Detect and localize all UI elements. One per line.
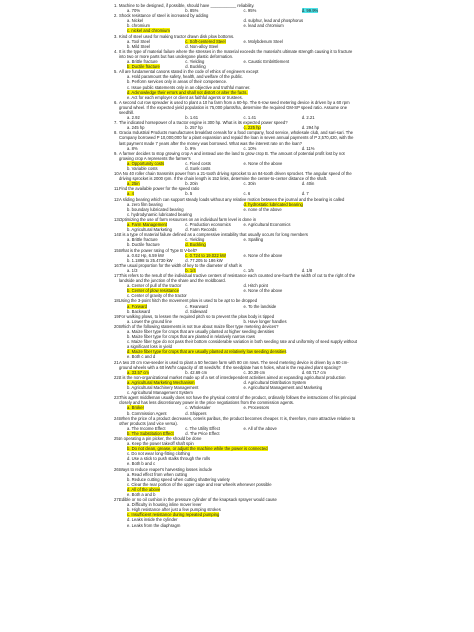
answer-option: b. 1.61 (185, 115, 199, 121)
answer-option: c. 6 (243, 191, 251, 197)
question-text: All are fundamental canons stated in the code of ethics of engineers except (119, 69, 259, 75)
answer-option: d. 40in (301, 181, 315, 187)
answer-option: d. 294 hp (301, 125, 320, 131)
answer-option: b. chromium (127, 23, 151, 29)
highlighted-answer-option: a. Broker (127, 405, 144, 411)
answer-option: b. Have longer handles (243, 318, 287, 324)
highlighted-answer-option: a. Farm Management (127, 222, 168, 228)
answer-option: c. Center of gravity of the tractor (127, 293, 187, 299)
highlighted-answer-option: a. Agricultural Marketing Mechanism (127, 379, 195, 385)
answer-option: a. Maize fiber type for crops that are usually planted at higher seeding densities (127, 329, 275, 334)
answer-option: c. The Utility Effect (185, 425, 221, 431)
answer-options (119, 202, 360, 217)
answer-option: d. sulphur, lead and phosphorus (243, 18, 304, 24)
answer-option: d. 11% (301, 145, 315, 151)
answer-options (119, 405, 360, 415)
question-text: When the price of a product decreases, ceteris paribus, the product becomes cheaper. It is, therefore, more attractive relative to other products (and vice versa). (119, 415, 356, 426)
answer-option: b. 85% (185, 8, 199, 14)
answer-option: e. All of the above (243, 425, 277, 431)
answer-option: b. Variable costs (127, 166, 158, 171)
question-number: 26. (114, 466, 120, 472)
answer-option: d. Shippers (185, 410, 207, 416)
answer-options (119, 237, 360, 247)
answer-option: a. Center of pull of the tractor (127, 283, 182, 289)
answer-options (119, 472, 360, 497)
question-number: 20. (114, 323, 120, 329)
question-number: 4. (114, 48, 118, 54)
highlighted-answer-option: c. Soft-centered Steel (185, 38, 226, 44)
answer-option: a. 0.62 Hp, 6.59 kW (127, 252, 165, 258)
highlighted-answer-option: d. Buckling (185, 242, 206, 248)
answer-option: c. Yielding (185, 237, 205, 243)
answer-option: c. 1.41 (243, 115, 257, 121)
highlighted-answer-option: a. Opportunity costs (127, 160, 165, 166)
answer-option: e. Both a and b (127, 492, 156, 497)
answer-option: e. None of the above (243, 288, 283, 294)
question-text: Using the 3-point hitch the movement plow is used to be apt to be dropped (119, 298, 258, 304)
question-text: Gracia Industrial Products manufactures breakfast cereals for a food company, food service, wholesale club, and sari-sari. The Company borrowed P 10,000,000 for a plant expansion and repaid the loan in seven annual payments of P 2,570,420, with the last payment made 7 years after the money was borrowed. What was the interest rate on the loan? (119, 130, 354, 146)
answer-option: c. Do not wear long-fitting clothing (127, 451, 191, 457)
answer-options (119, 441, 360, 466)
answer-options (119, 502, 360, 527)
answer-option: c. 30in (243, 181, 256, 187)
question-number: 17. (114, 272, 120, 278)
question-item (114, 151, 360, 171)
question-item (114, 120, 360, 130)
answer-options (119, 59, 360, 69)
question-item (114, 217, 360, 232)
answer-option: c. 30.39 cm (243, 369, 266, 375)
question-number: 9. (114, 150, 118, 156)
question-number: 23. (114, 395, 120, 401)
highlighted-answer-option: b. Ductile fracture (127, 64, 160, 70)
answer-option: d. Use a stick to push stalks through the rolls (127, 456, 211, 462)
answer-option: c. 10% (243, 145, 257, 151)
question-item (114, 395, 360, 415)
question-text: Optimizing the use of farm resources on an individual farm level is done in (119, 216, 257, 222)
answer-option: e. Spalling (243, 237, 264, 243)
answer-option: d. Non-alloy Steel (185, 43, 219, 49)
highlighted-answer-option: b. The Substitution Effect (127, 430, 174, 436)
question-text: A farmer decides to stop growing crop A and instead use the land to grow crop B. The amount of potential profit lost by not growing crop A represents the farmer's (119, 150, 345, 161)
answer-option: e. Act for each employer or client as faithful agents or trustees. (127, 94, 243, 100)
answer-option: e. Leaks from the diaphragm (127, 522, 181, 528)
answer-option: a. 2.92 (127, 115, 140, 121)
answer-option: d. 77.205 to 186 kW (185, 257, 223, 263)
question-item (114, 298, 360, 313)
answer-option: c. Clear the rear portion of the upper cage and rear wheels whenever possible (127, 481, 272, 487)
answer-options (119, 304, 360, 314)
answer-option: a. zero film bearing (127, 201, 163, 207)
answer-option: d. 2.21 (301, 115, 315, 121)
question-number: 2. (114, 13, 118, 19)
answer-option: d. Agricultural Distribution System (243, 379, 307, 385)
question-text: This agent middleman usually does not have the physical control of the product, ordinarily follows the instructions of his principal closely and has less discretionary power in the price negotiations from the commission agents. (119, 395, 357, 406)
answer-options (119, 380, 360, 395)
question-item (114, 436, 360, 467)
question-number: 5. (114, 69, 118, 75)
question-number: 16. (114, 262, 120, 268)
highlighted-answer-option: a. 33.57 cm (127, 369, 149, 375)
answer-option: c. Issue public statements only in an objective and truthful manner. (127, 84, 251, 90)
answer-option: a. Read effect from when cutting (127, 471, 188, 477)
answer-option: b. 257 hp (185, 125, 203, 131)
answer-options (119, 18, 360, 33)
answer-options (119, 253, 360, 263)
answer-option: b. Mild Steel (127, 43, 151, 49)
question-text: A No 40 roller chain transmits power from a 21-tooth driving sprocket to an 84-tooth driven sprocket. The angular speed of the driving sprocket is 2000 rpm. If the chain length is 152 links, determine the center-to-center distance of the shaft. (119, 171, 352, 182)
answer-option: d. Buckling (185, 64, 206, 70)
question-text: It is a type of material failure defined as a compressive instability that usually occurs for long members (119, 232, 308, 238)
question-text: Edible or no oil cushion in the pressure cylinder of the knapsack sprayer would cause (119, 497, 277, 503)
answer-option: e. Both b and c (127, 461, 156, 467)
question-text: Find the available power for the speed ratio (119, 186, 200, 192)
question-text: Which of the following statements is not true about maize fiber type metering devices? (119, 323, 279, 329)
highlighted-answer-option: a. 25in (127, 181, 140, 187)
answer-option: b. Backward (127, 308, 151, 314)
answer-options (119, 39, 360, 49)
question-item (114, 197, 360, 217)
highlighted-answer-option: c. nickel and chromium (127, 28, 170, 34)
answer-option: a. Brittle fracture (127, 237, 158, 243)
answer-option: b. Commission Agent (127, 410, 167, 416)
question-item (114, 100, 360, 120)
highlighted-answer-option: c. 225 hp (243, 125, 261, 131)
question-text: In operating a pin picker, the should be done (119, 435, 202, 441)
question-item (114, 360, 360, 375)
answer-option: d. The Price Effect (185, 430, 220, 436)
question-number: 1. (114, 3, 118, 8)
question-item (114, 69, 360, 100)
answer-option: c. Maize fiber type do not pass their bottom considerable variation in both seeding rate and uniformity of seed supply without a significant loss in yield (127, 339, 357, 350)
question-text: Kind of steel used for making tractor drawn disk plow bottoms. (119, 33, 235, 39)
question-text: A two 20 cm row-seeder is used to plant a 50 hectare farm with 80 cm rows. The seed metering device is driven by a 60 cm-ground wheels with a 60 kW/hr capacity of 40 seeds/hr. If the seedplate has 6 holes, what is the required plant spacing? (119, 359, 349, 370)
question-text: Shock resistance of steel is increased by adding (119, 13, 209, 19)
question-item (114, 324, 360, 360)
question-number: 27. (114, 497, 120, 503)
answer-option: e. Caustic Embrittlement (243, 59, 290, 65)
answer-option: d. Leaks inside the cylinder (127, 517, 178, 523)
question-item (114, 314, 360, 324)
question-number: 6. (114, 99, 118, 105)
question-item (114, 34, 360, 49)
answer-option: d. Sideward (185, 308, 208, 314)
highlighted-answer-option: b. 1/4 (185, 267, 196, 273)
question-number: 15. (114, 247, 120, 253)
answer-option: a. Nickel (127, 18, 144, 24)
question-number: 21. (114, 359, 120, 365)
question-item (114, 232, 360, 247)
answer-option: b. 9% (185, 145, 196, 151)
highlighted-answer-option: c. Insufficient resistance during repeated pumping (127, 512, 220, 518)
highlighted-answer-option: d. Maize fiber type for crops that are usually planted at relatively low seeding densities (127, 349, 287, 355)
answer-option: a. 70% (127, 8, 141, 14)
question-number: 8. (114, 130, 118, 136)
answer-option: b. Agricultural Machinery Management (127, 385, 199, 391)
answer-option: c. Wholesaler (185, 405, 211, 411)
answer-option: b. Perform services only in areas of their competence. (127, 79, 228, 85)
answer-option: b. Maize fiber type for crops that are planted in relatively narrow rows (127, 334, 256, 340)
answer-option: c. Fixed costs (185, 160, 211, 166)
question-text: Machine to be designed, if possible, should have ___________ reliability. (119, 3, 255, 8)
question-text: It is the non-organizational market made up of a set of interdependent activities aimed at expanding agricultural production (119, 374, 346, 380)
highlighted-answer-option: c. 0.724 to 19.022 kW (185, 252, 226, 258)
question-number: 12. (114, 196, 120, 202)
question-text: This refers to the result of the individual tractive centers of resistance each counted one-fourth the width of cut to the right of the landside and the junction of the share and the moldboard. (119, 272, 356, 284)
answer-option: e. To the landside (243, 303, 277, 309)
question-text: Ways to reduce reaper's harvesting losses include (119, 466, 213, 472)
answer-option: a. Hold paramount the safety, health, and welfare of the public. (127, 74, 244, 80)
answer-option: c. Rearward (185, 303, 208, 309)
answer-option: e. None of the above (243, 252, 283, 258)
answer-option: e. Molybdenum Steel (243, 38, 283, 44)
answer-option: a. The Income Effect (127, 425, 166, 431)
highlighted-answer-option: b. Do not clean, grease, or adjust the machine while the power is connected (127, 446, 268, 452)
answer-option: b. High resistance after just a few pumping strokes (127, 507, 221, 513)
question-number: 19. (114, 313, 120, 319)
question-item (114, 375, 360, 395)
answer-options (119, 329, 360, 360)
question-number: 25. (114, 435, 120, 441)
answer-option: b. Agricultural Marketing (127, 227, 172, 233)
answer-option: b. Reduce cutting speed when cutting shattering variety (127, 476, 230, 482)
answer-option: a. Tool Steel (127, 38, 150, 44)
answer-option: e. none of the above (243, 206, 282, 212)
highlighted-answer-option: d. Acknowledge their errors and shall not distort or alter the facts. (127, 89, 248, 95)
question-item (114, 13, 360, 33)
answer-option: d. Hitch point (243, 283, 268, 289)
answer-option: e. Both c and d (127, 354, 156, 360)
question-text: The indicated horsepower of a tractor engine is 300 hp. What is its expected power speed? (119, 120, 288, 126)
question-number: 24. (114, 415, 120, 421)
question-item (114, 49, 360, 69)
answer-option: c. Yielding (185, 59, 205, 65)
question-item (114, 248, 360, 263)
answer-option: a. Difficulty in housing inline mover lever (127, 502, 202, 508)
answer-option: d. 7 (301, 191, 309, 197)
answer-options (119, 161, 360, 171)
question-item (114, 186, 360, 196)
question-item (114, 171, 360, 186)
answer-option: e. lead and chromium (243, 23, 284, 29)
question-item (114, 263, 360, 273)
exam-question-sheet (114, 3, 360, 629)
answer-option: c. 1/5 (243, 267, 254, 273)
answer-options (119, 426, 360, 436)
question-number: 3. (114, 33, 118, 39)
question-number: 10. (114, 171, 120, 177)
highlighted-answer-option: d. hydrostatic lubricated bearing (243, 201, 303, 207)
question-item (114, 416, 360, 436)
question-number: 11. (114, 186, 120, 192)
highlighted-answer-option: d. 99.9% (301, 8, 319, 14)
answer-option: c. hydrodynamic lubricated bearing (127, 211, 192, 217)
question-text: What is the power rating of Type B V-belt? (119, 247, 198, 253)
question-item (114, 467, 360, 498)
answer-option: e. None of the above (243, 160, 283, 166)
answer-option: d. 1/8 (301, 267, 313, 273)
answer-option: b. 42.69 cm (185, 369, 208, 375)
question-number: 13. (114, 216, 120, 222)
answer-options (119, 222, 360, 232)
question-text: A second cut row spreader is used to plant a 10 ha farm from a 60-hp. The 6-row seed metering device is driven by a 60 rpm ground wheel. If the expected yield population is 75,000 plants/ha, determine the required GM-SP speed ratio. Assume one seedhill. (119, 99, 350, 115)
answer-option: c. Production economics (185, 222, 231, 228)
answer-option: a. 245 hp (127, 125, 145, 131)
answer-option: d. 60.717 cm (301, 369, 326, 375)
answer-options (119, 74, 360, 99)
answer-option: e. Agricultural Economics (243, 222, 291, 228)
question-text: The usual proportion for the width of key to the diameter of shaft is (119, 262, 242, 268)
highlighted-answer-option: a. 4 (127, 191, 134, 197)
highlighted-answer-option: b. Center of plow resistance (127, 288, 179, 294)
question-number: 22. (114, 374, 120, 380)
answer-option: e. Agricultural Management and Marketing (243, 385, 323, 391)
answer-option: a. Brittle fracture (127, 59, 158, 65)
question-number: 7. (114, 120, 118, 126)
question-number: 18. (114, 298, 120, 304)
answer-option: c. Agricultural Management System (127, 390, 193, 396)
question-item (114, 273, 360, 298)
answer-option: a. Keep the power takeoff shaft spin (127, 441, 194, 447)
question-item (114, 497, 360, 528)
answer-option: b. 5 (185, 191, 193, 197)
highlighted-answer-option: a. Forward (127, 303, 148, 309)
answer-option: b. Ductile fracture (127, 242, 160, 248)
question-text: For walking plows, to lessen the required pitch so to prevent the plow body is tipped (119, 313, 275, 319)
answer-option: d. Sunk costs (185, 166, 211, 171)
highlighted-answer-option: d. All of the above (127, 486, 161, 492)
answer-option: b. 20in (185, 181, 198, 187)
answer-option: a. 8% (127, 145, 138, 151)
question-item (114, 130, 360, 150)
answer-option: b. 1.1898 to 25.4730 kW (127, 257, 173, 263)
answer-option: a. 1/3 (127, 267, 138, 273)
answer-option: c. 95% (243, 8, 257, 14)
answer-option: e. Processors (243, 405, 270, 411)
answer-option: b. boundary lubricated bearing (127, 206, 184, 212)
answer-option: d. Farm Records (185, 227, 217, 233)
question-text: A sliding bearing which can support steady loads without any relative motion between the journal and the bearing is called (119, 196, 345, 202)
question-text: It is the type of material failure where the stresses in the material exceeds the material's ultimate strength causing it to fracture into two or more parts but has undergone plastic deformation. (119, 48, 353, 59)
question-number: 14. (114, 232, 120, 238)
answer-option: a. Lower the ground line (127, 318, 172, 324)
answer-options (119, 283, 360, 298)
question-item (114, 3, 360, 13)
